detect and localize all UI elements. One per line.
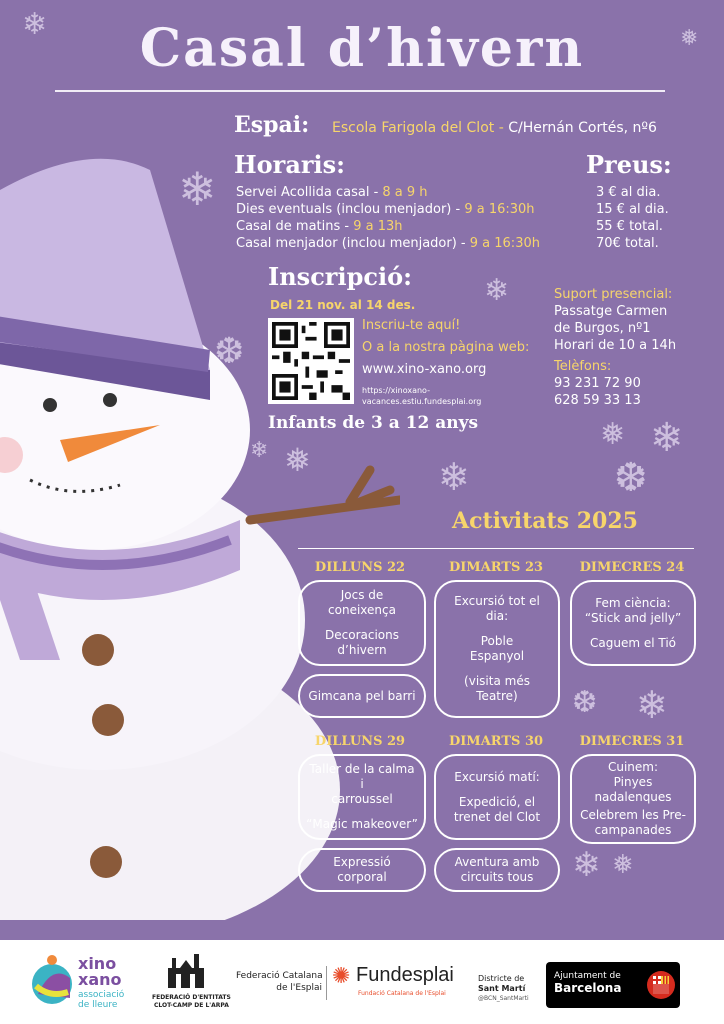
fundesplai-subtitle: Fundació Catalana de l'Esplai bbox=[358, 990, 446, 997]
day-heading: DIMECRES 24 bbox=[579, 560, 685, 575]
federacio-catalana-esplai: Federació Catalana de l'Esplai bbox=[236, 971, 323, 993]
barcelona-shield-icon bbox=[646, 968, 676, 1002]
activity-box: Cuinem: Pinyes nadalenques Celebrem les Pre- campanades bbox=[570, 754, 696, 844]
xino-xano-logo: xino xano bbox=[78, 954, 122, 989]
snowflake-icon: ❄ bbox=[22, 7, 48, 42]
activitats-divider bbox=[298, 548, 694, 549]
snowflake-icon: ❅ bbox=[612, 850, 634, 880]
districte-sant-marti: Districte de Sant Martí @BCN_SantMarti bbox=[478, 974, 529, 1002]
activitats-heading: Activitats 2025 bbox=[452, 508, 638, 534]
snowflake-icon: ❆ bbox=[572, 685, 598, 720]
snowflake-icon: ❆ bbox=[614, 455, 648, 501]
horaris-list bbox=[236, 184, 540, 252]
inscripcio-heading: Inscripció: bbox=[268, 262, 412, 291]
inscripcio-website[interactable]: www.xino-xano.org bbox=[362, 362, 487, 377]
telefons-title: Telèfons: bbox=[554, 359, 612, 374]
horari-row: Dies eventuals (inclou menjador) - 9 a 16:30h bbox=[236, 202, 535, 217]
snowflake-icon: ❄ bbox=[572, 845, 601, 885]
snowflake-icon: ❄ bbox=[250, 438, 269, 463]
footer-separator bbox=[326, 966, 327, 1000]
day-heading: DILLUNS 22 bbox=[314, 560, 406, 575]
xino-xano-subtitle: associació de lleure bbox=[78, 990, 125, 1010]
activity-box: Expressió corporal bbox=[298, 848, 426, 892]
activity-box: Fem ciència: “Stick and jelly” Caguem el Tió bbox=[570, 580, 696, 666]
preu-row: 3 € al dia. bbox=[596, 185, 661, 200]
xino-xano-logo-icon bbox=[30, 954, 74, 1006]
day-heading: DIMARTS 23 bbox=[448, 560, 544, 575]
federacio-entitats-logo-icon bbox=[164, 954, 208, 990]
phone-number[interactable]: 628 59 33 13 bbox=[554, 393, 641, 408]
preus-list bbox=[596, 184, 669, 252]
espai-heading: Espai: bbox=[234, 112, 310, 138]
snowflake-icon: ❅ bbox=[680, 26, 699, 51]
preu-row: 15 € al dia. bbox=[596, 202, 669, 217]
inscripcio-link[interactable]: Inscriu-te aquí! bbox=[362, 318, 461, 333]
horari-row: Servei Acollida casal - 8 a 9 h bbox=[236, 185, 428, 200]
snowflake-icon: ❄ bbox=[636, 683, 668, 727]
day-heading: DIMECRES 31 bbox=[579, 734, 685, 749]
ajuntament-logo: Ajuntament de Barcelona bbox=[546, 962, 680, 1008]
espai-venue: Escola Farigola del Clot - bbox=[332, 120, 509, 136]
day-heading: DILLUNS 29 bbox=[314, 734, 406, 749]
fundesplai-logo-icon: ✺ bbox=[332, 964, 351, 989]
activity-box: Gimcana pel barri bbox=[298, 674, 426, 718]
activity-box: Jocs de coneixença Decoracions d’hivern bbox=[298, 580, 426, 666]
preus-heading: Preus: bbox=[586, 150, 672, 179]
inscripcio-web-label: O a la nostra pàgina web: bbox=[362, 340, 530, 355]
preu-row: 70€ total. bbox=[596, 236, 659, 251]
snowflake-icon: ❄ bbox=[650, 415, 684, 461]
suport-title: Suport presencial: bbox=[554, 287, 673, 302]
fundesplai-logo: Fundesplai bbox=[356, 964, 454, 986]
snowflake-icon: ❅ bbox=[284, 441, 311, 479]
infants-age-range: Infants de 3 a 12 anys bbox=[268, 413, 479, 433]
inscripcio-dates: Del 21 nov. al 14 des. bbox=[270, 298, 416, 312]
activity-box: Excursió tot el dia: Poble Espanyol (visita més Teatre) bbox=[434, 580, 560, 718]
snowflake-icon: ❄ bbox=[178, 162, 217, 216]
horari-row: Casal de matins - 9 a 13h bbox=[236, 219, 403, 234]
espai-address bbox=[332, 120, 657, 136]
snowflake-icon: ❅ bbox=[600, 417, 626, 452]
day-heading: DIMARTS 30 bbox=[448, 734, 544, 749]
activity-box: Aventura amb circuits tous bbox=[434, 848, 560, 892]
horaris-heading: Horaris: bbox=[234, 150, 346, 179]
horari-row: Casal menjador (inclou menjador) - 9 a 16:30h bbox=[236, 236, 540, 251]
sponsors-footer bbox=[0, 940, 724, 1024]
federacio-entitats-label: FEDERACIÓ D'ENTITATS CLOT-CAMP DE L'ARPA bbox=[152, 994, 231, 1009]
activity-box: Excursió matí: Expedició, el trenet del Clot bbox=[434, 754, 560, 840]
snowflake-icon: ❆ bbox=[214, 331, 245, 372]
inscripcio-url[interactable]: https://xinoxano- vacances.estiu.fundesplai.org bbox=[362, 386, 482, 406]
suport-info: Suport presencial: Passatge Carmen de Burgos, nº1 Horari de 10 a 14h bbox=[554, 287, 677, 353]
espai-street: C/Hernán Cortés, nº6 bbox=[508, 120, 657, 136]
telefons-info bbox=[554, 358, 641, 409]
title-underline bbox=[55, 90, 665, 92]
preu-row: 55 € total. bbox=[596, 219, 663, 234]
activity-box: Taller de la calma i carroussel “Magic makeover” bbox=[298, 754, 426, 840]
snowflake-icon: ❄ bbox=[438, 455, 470, 499]
page-title: Casal d’hivern bbox=[139, 18, 585, 79]
qr-code[interactable] bbox=[268, 318, 354, 404]
phone-number[interactable]: 93 231 72 90 bbox=[554, 376, 641, 391]
snowflake-icon: ❄ bbox=[484, 273, 510, 308]
